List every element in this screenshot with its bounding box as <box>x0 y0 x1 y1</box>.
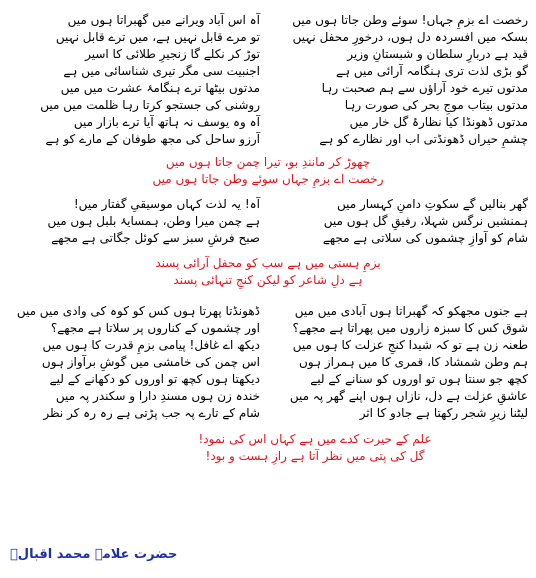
poem-line: آہ وہ یوسف نہ ہاتھ آیا ترے بازار میں <box>73 115 260 129</box>
refrain-line: بزمِ ہستی میں ہے سب کو محفل آرائی پسند <box>155 256 381 270</box>
refrain-line: چھوڑ کر مانندِ بو، تیرا چمن جاتا ہوں میں <box>165 155 371 169</box>
poem-line: اس چمن کی خامشی میں گوشِ برآواز ہوں <box>41 355 260 369</box>
poem-line: شام کے تارے پہ جب پڑتی ہے رہ رہ کر نظر <box>43 406 260 420</box>
poem-line: چشمِ حیراں ڈھونڈتی اب اور نظارے کو ہے <box>319 132 528 146</box>
poem-line: مدتوں بیتاب موجِ بحر کی صورت رہا <box>344 98 528 112</box>
poem-line: آہ! یہ لذت کہاں موسیقیِ گفتار میں! <box>73 197 260 211</box>
poem-line: تو مرے قابل نہیں ہے، میں ترے قابل نہیں <box>55 30 260 44</box>
poem-line: ہے جنوں مجھکو کہ گھبراتا ہوں آبادی میں میں <box>294 304 528 318</box>
poem-line: ہم وطن شمشاد کا، قمری کا میں ہمراز ہوں <box>299 355 528 369</box>
poem-line: لیٹنا زیرِ شجر رکھتا ہے جادو کا اثر <box>359 406 528 420</box>
poem-line: شوق کس کا سبزہ زاروں میں پھراتا ہے مجھے؟ <box>292 321 528 335</box>
poem-line: آرزو ساحل کی مجھ طوفان کے مارے کو ہے <box>45 132 260 146</box>
poem-line: طعنہ زن ہے تو کہ شیدا کنجِ عزلت کا ہوں میں <box>292 338 528 352</box>
poem-line: دیکھ اے غافل! پیامی بزمِ قدرت کا ہوں میں <box>42 338 260 352</box>
refrain-line: رخصت اے بزمِ جہاں سوئے وطن جاتا ہوں میں <box>152 172 384 186</box>
poem-line: ہے چمن میرا وطن، ہمسایۂ بلبل ہوں میں <box>47 214 260 228</box>
poem-line: ہمنشیں نرگس شہلا، رفیقِ گل ہوں میں <box>323 214 528 228</box>
poem-line: مدتوں ڈھونڈا کیا نظارۂ گل خار میں <box>349 115 528 129</box>
poem-line: مدتوں تیرے خود آراؤں سے ہم صحبت رہا <box>321 81 528 95</box>
poem-line: خندہ زن ہوں مسندِ دارا و سکندر پہ میں <box>55 389 260 403</box>
poem-line: بسکہ میں افسردہ دل ہوں، درخورِ محفل نہیں <box>292 30 528 44</box>
poet-signature: حضرت علامہ محمد اقبالؒ <box>10 547 178 562</box>
refrain-line: علم کے حیرت کدے میں ہے کہاں اس کی نمود! <box>198 432 432 446</box>
poem-line: عاشقِ عزلت ہے دل، نازاں ہوں اپنے گھر پہ میں <box>289 389 528 403</box>
poem-line: گھر بنالیں گے سکوتِ دامنِ کہسار میں <box>336 197 528 211</box>
poem-line: روشنی کی جستجو کرتا رہا ظلمت میں میں <box>40 98 260 112</box>
poem-line: شام کو آوازِ چشموں کی سلاتی ہے مجھے <box>322 231 528 245</box>
poem-line: اور چشموں کے کناروں پر سلاتا ہے مجھے؟ <box>50 321 260 335</box>
poem-line: ڈھونڈتا پھرتا ہوں کس کو کوہ کی وادی میں میں <box>16 304 260 318</box>
poem-line: رخصت اے بزمِ جہاں! سوئے وطن جاتا ہوں میں <box>292 13 528 27</box>
poem-line: مدتوں بیٹھا ترے ہنگامۂ عشرت میں میں <box>60 81 260 95</box>
poem-line: آہ اس آباد ویرانے میں گھبراتا ہوں میں <box>67 13 260 27</box>
refrain-line: ہے دلِ شاعر کو لیکن کنجِ تنہائی پسند <box>173 273 363 287</box>
poem-line: قید ہے دربارِ سلطان و شبستانِ وزیر <box>347 47 528 61</box>
poem-line: اجنبیت سی مگر تیری شناسائی میں ہے <box>63 64 260 78</box>
poem-line: صبح فرشِ سبز سے کوئل جگاتی ہے مجھے <box>51 231 260 245</box>
poem-line: دیکھتا ہوں کچھ تو اوروں کو دکھانے کے لیے <box>49 372 260 386</box>
poem-line: توڑ کر نکلے گا زنجیرِ طلائی کا اسیر <box>85 47 260 61</box>
poem-line: گو بڑی لذت تری ہنگامہ آرائی میں ہے <box>335 64 528 78</box>
poem-line: کچھ جو سنتا ہوں تو اوروں کو سنانے کے لیے <box>310 372 528 386</box>
refrain-line: گل کی پتی میں نظر آتا ہے رازِ ہست و بود! <box>205 449 425 463</box>
